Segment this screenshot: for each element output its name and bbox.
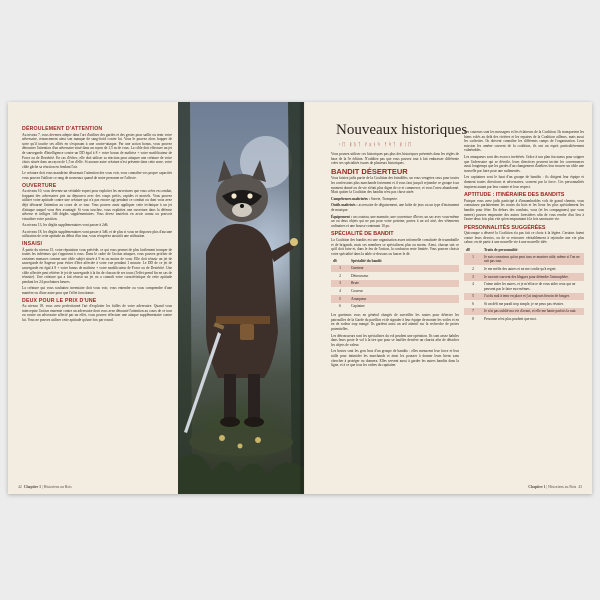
- table-row: [464, 308, 584, 316]
- section-heading: INSAISI: [22, 241, 43, 248]
- body-paragraph: Au niveau 18, les dégâts supplémentaires vont passer à 3d6, et de plus si vous ne disposez plus d'aucune utilisation de cette aptitude au début d'un tour, vous récupérez aussitôt une utilisation.: [22, 229, 172, 239]
- footer-chapter-title: Historiens au Bois: [43, 485, 72, 489]
- table-cell-die: 4: [339, 289, 341, 294]
- label: Compétences maîtrisées :: [331, 196, 370, 201]
- bandit-specialty-table: [331, 258, 459, 310]
- table-row: [464, 300, 584, 308]
- value: accessoire de déguisement, une boîte de jeux ou un type d'instrument de musique.: [331, 203, 459, 212]
- table-row: [464, 315, 584, 323]
- body-paragraph: Vous faisiez jadis partie de la Coalition des brindilles, un vous vengeiez ceux pour toutes les confessions plus marchande fortement et il vous faut jusqu'à rejoindre ce groupe à un moment donné ou de vie n'était plus digne de ce et commerce, et vous l'avez abandonné. Mais quitter la Coalition des bandits n'est pas chose aisée.: [331, 176, 459, 195]
- table-cell-die: 8: [472, 317, 474, 322]
- table-header-die: d8: [466, 248, 470, 253]
- body-paragraph: Au niveau 18, vous avez perfectionné l'art d'exploiter les failles de votre adversaire. Quand vous interceptez l'action ennemie contre un adversaire dont vous avez détourné l'attention au cours de ce tour ou contre un adversaire affecté par un effet, vous pouvez effectuer une attaque supplémentaire contre lui. Vous ne pouvez utiliser cette aptitude qu'une fois par round.: [22, 304, 172, 322]
- table-cell-die: 6: [472, 301, 474, 306]
- competences-line: [331, 197, 459, 202]
- right-page-column-1: [331, 152, 459, 370]
- section-heading: DEUX POUR LE PRIX D'UNE: [22, 297, 97, 304]
- table-header-label: Traits de personnalité: [484, 248, 518, 253]
- table-cell-label: J'aime aider les autres, et je m'efforce de vous aider ceux qui ne peuvent pas le faire eux-mêmes.: [484, 282, 576, 291]
- left-page-column: [22, 124, 172, 325]
- table-row: [464, 293, 584, 301]
- value: un couteau, une marmite, une couverture d'hiver, un sac avec vous-même un ou deux objets qui ne pas pour votre poitrine, portez à un sol aisé, des vêtements ordinaires et une bourse contenant 10 po.: [331, 214, 459, 228]
- table-cell-die: 5: [464, 293, 482, 301]
- table-cell-label: Si un défi me paraît trop simple, je ne peux pas résister.: [484, 301, 564, 306]
- footer-chapter: Chapitre 1: [528, 485, 546, 489]
- section-heading: PERSONNALITÉS SUGGÉRÉES: [464, 224, 546, 231]
- outils-line: [331, 203, 459, 212]
- page-number: 43: [578, 485, 582, 489]
- label: Équipement :: [331, 214, 352, 219]
- table-row: [331, 303, 459, 311]
- body-paragraph: Les brutes sont les gros bras d'un groupe de bandits : elles menacent leur force et leur taille pour intimider les marchands et ainsi les pousser à donner leurs biens sans chercher à protéger ou donnera. Elles servent aussi à garder les autres bandits dans la ligne, et à ce que tous les ordres du capitaine.: [331, 349, 459, 368]
- table-row: [331, 265, 459, 273]
- personality-traits-table: [464, 247, 584, 323]
- table-row: [464, 273, 584, 281]
- table-cell-die: 1: [331, 265, 349, 273]
- raccoon-bandit-illustration: [178, 102, 304, 494]
- body-paragraph: Les arnaqueurs sont des escrocs invétérés. Grâce à son plan fructueux pour soigner que l'adversaire qui se dévoile, leurs directives peuvent inciter les convenances aussi longtemps que les gardes d'un changement d'ateliers leur trouver un cible une nouvelle par faire pour une rudimentés.: [464, 154, 584, 173]
- section-heading: SPÉCIALITÉ DE BANDIT: [331, 231, 394, 238]
- body-paragraph: Puisque vous avez jadis participé à d'innombrables vols de grand chemin, vous connaissez parfaitement les routes du bois et les lieux les plus spécialement les bandits pour fêter. En dehors des combats, vous (et les compagnons) que vous menez) pouvez emprunter des autres forestières afin de vous rendre d'un lieu à l'autre deux fois plus vite qu'en empruntant à la fois sanctuaire vie.: [464, 198, 584, 222]
- rune-subtitle: ᚲᛖ ᛒᚢᛏ ᚹᛟᚾᛋ ᚨᛋᛏ ᛒᛁᛖ: [338, 142, 413, 148]
- table-row: [331, 287, 459, 295]
- book-spread: [8, 102, 592, 494]
- body-paragraph: Au niveau 10, vous devenez un véritable expert pour exploiter les ouvertures que vous créez en combat, frappant des adversaires pris au dépourvu avec des coups précis, rapides et mortels. Vous pouvez utiliser votre aptitude contre une créature qui n'a pas encore agi pendant ce combat ou dont vous avez déjà détourné l'attention au cours de ce tour. Vous pouvez aussi appliquer cette technique à un jet d'attaque auquel vous êtes avantagé. Si vous touchez, vous exploitez une ouverture dans la défense adverse et infligez 1d6 dégâts supplémentaires. Vous devez toutefois en avoir connu ou pouvoir visualiser votre position.: [22, 189, 172, 221]
- page-gutter: [299, 102, 305, 494]
- table-cell-die: 4: [472, 282, 474, 287]
- table-cell-label: Brute: [349, 280, 459, 288]
- table-cell-label: J'ai du mal à tenir en place et j'ai toujours besoin de bouger.: [482, 293, 584, 301]
- body-paragraph: Les détrousseurs sont les spécialistes du vol prudent une opération. Ils sont assez habiles dans leurs poste le vol à la tire que pour se faufiler derrière un chariot afin de détacher les objets de valeur.: [331, 333, 459, 347]
- table-cell-die: 2: [472, 267, 474, 272]
- equipement-line: [331, 215, 459, 229]
- table-cell-label: Je raconte souvent des blagues pour détendre l'atmosphère.: [482, 273, 584, 281]
- table-row: [331, 280, 459, 288]
- body-paragraph: La Coalition des bandits est une organisation assez informelle constituée de truandraille et de brigands, mais ses membres se spécialisent plus ou moins. Ainsi, chacun sait ce qu'il doit faire et, dans le feu de l'action, la confusion reste limitée. Vous pouvez choisir votre spécialité dans la table ci-dessous ou lancer le dé.: [331, 237, 459, 256]
- section-heading: BANDIT DÉSERTEUR: [331, 166, 408, 176]
- footer-chapter-title: Historiens au Bois: [548, 485, 577, 489]
- page-title: Nouveaux historiques: [336, 122, 468, 138]
- section-heading: OUVERTURE: [22, 182, 57, 189]
- table-cell-die: 3: [464, 273, 482, 281]
- table-cell-die: 7: [464, 308, 482, 316]
- table-cell-label: Personne n'est plus prudent que moi.: [484, 317, 537, 322]
- body-paragraph: Les capitaines sont le haut d'un groupe de bandits : ils dirigent leur équipe et donnent toutes directions et adversaires, souvent par la force. Ces personnalités inspirent autant par leur crainte et leur respect.: [464, 175, 584, 189]
- table-header-die: d6: [333, 259, 337, 264]
- table-cell-label: Capitaine: [351, 304, 365, 309]
- section-heading: DÉROULEMENT D'ATTENTION: [22, 126, 103, 132]
- table-header-label: Spécialité du bandit: [351, 259, 382, 264]
- table-cell-label: Guetteur: [349, 265, 459, 273]
- body-paragraph: Le créature doit vous maudiriez désormais l'attention des vous voir, vous connaître vos propre capacités vous pouvez l'utiliser ce rang de nouveaux quand de notre personne ne l'affecte.: [22, 171, 172, 180]
- body-paragraph: Les guetteurs vous en général chargés de surveiller les routes pour détecter les patrouilles de la Garde du pavillon et de signaler à leur équipe de monter les voiles et en en de rodeur trop mangé. Ils gardent aussi un œil attentif sur la recherche de proies potentielles.: [331, 313, 459, 332]
- table-row: [331, 272, 459, 280]
- body-paragraph: À partir du niveau 15, votre réputation vous précède, ce qui vous permet de plus facilement tromper de toutes les inférieurs qui s'opposent à vous. Dans le cadre de l'action attaquer, vous pouvez profiter de certaines menaces comme une cible subjet située à 9 m ou moins de vous. Elle doit réussir un jet de sauvegarde de Sagesse pour éviter d'être affectée à votre vue pendant 1 minute. Le DD de ce jet de sauvegarde est égal à 8 + votre bonus de maîtrise + votre modificateur de Force ou de Dextérité. Une cible affectée peut réitérer le jet de sauvegarde à la fin de chacun de ses tours (l'effet prend fin en cas de réussite). Une créature qui a fait réussir un jet ou a connaît votre caractéristique de cette aptitude pendant les 24 prochaines heures.: [22, 247, 172, 284]
- page-number: 42: [18, 485, 22, 489]
- right-page-column-2: [464, 130, 584, 323]
- table-row: [331, 295, 459, 303]
- section-heading: APTITUDE : ITINÉRAIRE DES BANDITS: [464, 192, 565, 199]
- body-paragraph: Les coureurs sont les messagers et les éclaireurs de la Coalition. Ils transportent les biens volés au delà des rivières et les repaires de la Coalition ailleurs, mais aussi les cachettes. Ils doivent connaître les différents camps de l'organisation. Leur mission les amène souvent de la coalition, ils ont un esprit particulièrement vulnérables.: [464, 130, 584, 153]
- table-cell-die: 2: [339, 273, 341, 278]
- table-cell-label: Je me méfie des autres et ne me confie qu'à regret.: [484, 267, 557, 272]
- table-cell-label: Arnaqueur: [349, 295, 459, 303]
- table-cell-die: 6: [339, 304, 341, 309]
- table-row: [464, 265, 584, 273]
- table-cell-label: Je n'ai pas oublié ma vie d'avant, et elle me hante parfois la nuit.: [482, 308, 584, 316]
- table-row: [464, 253, 584, 265]
- right-page-footer: Chapitre 1 | Historiens au Bois 43: [528, 485, 582, 489]
- body-paragraph: Au niveau 7, vous devenez adepte dans l'art d'utiliser des gardes et des gestes pour saillir ou tenir votre adversaire, renoncement ainsi son manque de sang-froid contre lui. Vous le pouvez alors frapper de sorte qu'il touche ses alliés en s'exposant à une contre-attaque. Par une action bonus, vous pouvez détourner l'attention d'un adversaire situé dans un rayon de 1,5 m de vous. La cible doit effectuer un jet de sauvegarde d'Intelligence contre un DD égal à 8 + votre bonus de maîtrise + votre modificateur de Force ou de Dextérité. En cas d'échec, elle doit utiliser sa réaction pour attaquer une créature de votre choix située dans un rayon de 1,5 m d'elle. Si aucune autre créature n'est présente dans cette zone, votre cible gâche sa réaction en fendant l'air.: [22, 132, 172, 169]
- value: Survie, Tromperie.: [370, 196, 398, 201]
- body-paragraph: Au niveau 13, les dégâts supplémentaires vont passer à 2d6.: [22, 223, 109, 228]
- table-cell-die: 1: [464, 253, 482, 265]
- body-paragraph: La créature qui vous souhaitez inventaire doit vous voir, vous entendre ou vous comprendre d'une manière ou d'une autre pour que l'effet fonctionne.: [22, 286, 172, 295]
- table-row: [464, 281, 584, 293]
- table-cell-die: 5: [331, 295, 349, 303]
- table-cell-die: 3: [331, 280, 349, 288]
- footer-chapter: Chapitre 1: [23, 485, 42, 489]
- table-cell-label: Je suis convaincu qu'on peut tous se montrer utile, même si l'on ne sait pas tout.: [482, 253, 584, 265]
- body-paragraph: Quiconque a déserté la Coalition n'a pas fait ce choix à la légère. Certains fuient contre leurs devoirs, ou de se retrouver véritablement à rejoindre une vie plus calme, en de partir à une nouvelle vie à une nouvelle idée.: [464, 231, 584, 245]
- label: Outils maîtrisés :: [331, 203, 358, 208]
- body-paragraph: Vous pouvez utiliser ces historiques pas plus des historiques présentés dans les règles de base de la 5e édition. N'oubliez pas que vous pouvez tout à fait embrasser différente créer ses spécialités issues de plusieurs historiques.: [331, 152, 459, 166]
- raccoon-illustration-art: [178, 102, 304, 494]
- left-page-footer: 42 Chapitre 1 | Historiens au Bois: [18, 485, 72, 489]
- table-cell-label: Coureur: [351, 289, 363, 294]
- table-cell-label: Détrousseur: [351, 273, 369, 278]
